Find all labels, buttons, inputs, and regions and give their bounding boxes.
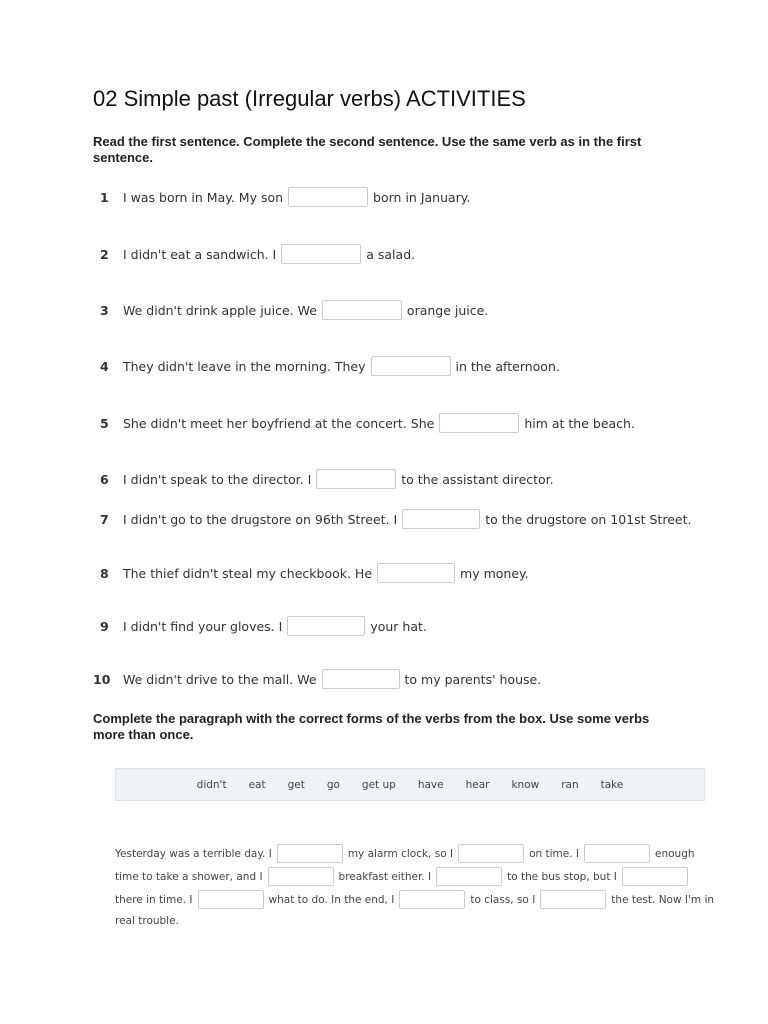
item-text-after: him at the beach. [524,415,635,431]
exercise-item [93,615,427,637]
word-bank-item: eat [248,778,266,791]
item-text-after: to my parents' house. [404,671,542,687]
item-text-before: I was born in May. My son [123,189,284,205]
item-number: 4 [100,358,109,374]
item-number: 1 [100,189,109,205]
paragraph-text: time to take a shower, and I [115,870,263,883]
paragraph-line [115,911,705,930]
item-text-after: to the drugstore on 101st Street. [485,511,692,527]
paragraph [115,842,715,930]
item-text-after: orange juice. [406,302,489,318]
exercise-item [93,299,488,321]
exercise-item [93,355,560,377]
answer-input[interactable] [316,469,396,489]
answer-input[interactable] [287,616,365,636]
exercise-item [93,468,554,490]
item-text-before: The thief didn't steal my checkbook. He [123,565,373,581]
paragraph-text: the test. Now I'm in [611,893,715,906]
item-text-before: They didn't leave in the morning. They [123,358,366,374]
word-bank-item: take [600,778,624,791]
paragraph-text: to class, so I [470,893,536,906]
word-bank-item: go [326,778,340,791]
paragraph-text: enough [655,847,695,860]
word-bank-item: didn't [196,778,227,791]
paragraph-input[interactable] [622,867,688,886]
item-text-before: We didn't drink apple juice. We [123,302,317,318]
word-bank-item: hear [465,778,490,791]
paragraph-input[interactable] [277,844,343,863]
item-text-after: a salad. [366,246,416,262]
paragraph-text: breakfast either. I [338,870,432,883]
paragraph-text: to the bus stop, but I [507,870,617,883]
instruction-2: Complete the paragraph with the correct forms of the verbs from the box. Use some verbs more than once. [93,711,650,742]
word-bank-item: have [417,778,444,791]
item-text-before: I didn't speak to the director. I [123,471,312,487]
paragraph-input[interactable] [458,844,524,863]
paragraph-text: on time. I [529,847,579,860]
paragraph-input[interactable] [584,844,650,863]
exercise-item [93,508,691,530]
item-text-before: She didn't meet her boyfriend at the concert. She [123,415,435,431]
word-box [115,768,705,801]
item-number: 7 [100,511,109,527]
exercise-item [93,412,635,434]
instruction-1: Read the first sentence. Complete the second sentence. Use the same verb as in the first sentence. [93,134,642,165]
paragraph-input[interactable] [198,890,264,909]
item-text-before: I didn't go to the drugstore on 96th Street. I [123,511,398,527]
exercise-item [93,668,541,690]
answer-input[interactable] [322,669,400,689]
answer-input[interactable] [371,356,451,376]
item-text-after: in the afternoon. [455,358,560,374]
page-title: 02 Simple past (Irregular verbs) ACTIVITIES [93,86,526,111]
paragraph-line [115,842,705,865]
answer-input[interactable] [281,244,361,264]
item-number: 3 [100,302,109,318]
word-bank-item: ran [561,778,579,791]
answer-input[interactable] [288,187,368,207]
paragraph-text: Yesterday was a terrible day. I [115,847,272,860]
paragraph-text: real trouble. [115,914,179,927]
paragraph-text: what to do. In the end, I [268,893,395,906]
paragraph-input[interactable] [436,867,502,886]
item-number: 5 [100,415,109,431]
item-text-after: your hat. [370,618,427,634]
word-bank-item: get up [361,778,396,791]
item-text-before: We didn't drive to the mall. We [123,671,317,687]
item-number: 10 [93,671,111,687]
paragraph-input[interactable] [540,890,606,909]
word-bank-item: get [287,778,305,791]
answer-input[interactable] [402,509,480,529]
answer-input[interactable] [377,563,455,583]
item-text-after: my money. [460,565,529,581]
exercise-item [93,562,529,584]
word-bank-item: know [511,778,540,791]
paragraph-input[interactable] [268,867,334,886]
paragraph-line [115,865,705,888]
item-text-after: born in January. [373,189,471,205]
paragraph-line [115,888,715,911]
item-number: 9 [100,618,109,634]
exercise-item [93,243,415,265]
paragraph-input[interactable] [399,890,465,909]
item-text-before: I didn't find your gloves. I [123,618,283,634]
item-number: 2 [100,246,109,262]
answer-input[interactable] [439,413,519,433]
paragraph-text: my alarm clock, so I [347,847,454,860]
exercise-item [93,186,470,208]
answer-input[interactable] [322,300,402,320]
item-text-before: I didn't eat a sandwich. I [123,246,277,262]
item-number: 8 [100,565,109,581]
item-text-after: to the assistant director. [401,471,554,487]
paragraph-text: there in time. I [115,893,193,906]
item-number: 6 [100,471,109,487]
